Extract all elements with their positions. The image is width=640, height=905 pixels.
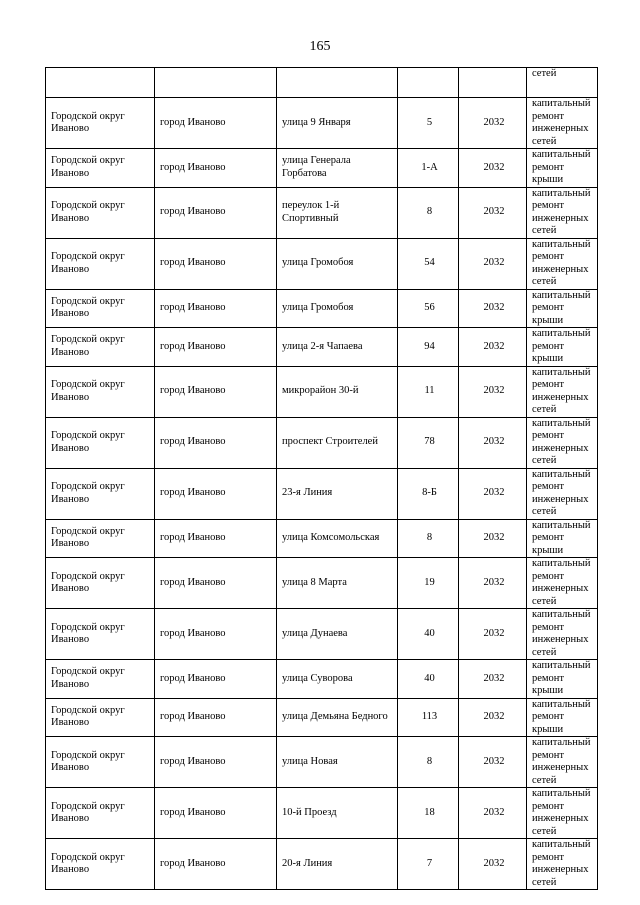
district-text: Городской округ Иваново bbox=[51, 334, 125, 358]
district-cell bbox=[46, 609, 155, 660]
city-text: город Иваново bbox=[160, 755, 226, 767]
house-cell bbox=[398, 519, 459, 558]
table-row bbox=[46, 609, 598, 660]
table-row bbox=[46, 698, 598, 737]
district-text: Городской округ Иваново bbox=[51, 430, 125, 454]
work-cell bbox=[527, 289, 598, 328]
table-row bbox=[46, 839, 598, 890]
district-cell bbox=[46, 519, 155, 558]
house-text: 19 bbox=[424, 576, 435, 588]
street-text: улица 9 Января bbox=[282, 116, 351, 128]
city-cell bbox=[155, 417, 277, 468]
district-cell bbox=[46, 558, 155, 609]
work-text: капитальный ремонт крыши bbox=[532, 698, 591, 735]
city-text: город Иваново bbox=[160, 532, 226, 543]
table-row bbox=[46, 98, 598, 149]
year-cell bbox=[459, 238, 527, 289]
year-cell bbox=[459, 839, 527, 890]
street-text: переулок 1-й Спортивный bbox=[282, 200, 340, 224]
house-text: 113 bbox=[421, 711, 438, 722]
city-cell bbox=[155, 289, 277, 328]
house-text: 18 bbox=[424, 806, 435, 818]
table-row bbox=[46, 519, 598, 558]
work-cell bbox=[527, 698, 598, 737]
year-cell bbox=[459, 98, 527, 149]
year-text: 2032 bbox=[483, 576, 505, 588]
district-text: Городской округ Иваново bbox=[51, 155, 125, 179]
street-cell bbox=[277, 366, 398, 417]
page-number: 165 bbox=[309, 39, 331, 54]
house-text: 1-А bbox=[421, 161, 438, 173]
work-cell bbox=[527, 366, 598, 417]
table-row bbox=[46, 417, 598, 468]
city-cell bbox=[155, 609, 277, 660]
street-cell bbox=[277, 468, 398, 519]
street-cell bbox=[277, 558, 398, 609]
district-cell bbox=[46, 788, 155, 839]
district-text: Городской округ Иваново bbox=[51, 749, 125, 773]
work-text: капитальный ремонт крыши bbox=[532, 328, 591, 364]
work-cell bbox=[527, 468, 598, 519]
city-cell bbox=[155, 698, 277, 737]
work-cell bbox=[527, 660, 598, 699]
year-cell bbox=[459, 698, 527, 737]
year-text: 2032 bbox=[483, 340, 505, 352]
city-text: город Иваново bbox=[160, 206, 226, 218]
work-cell bbox=[527, 788, 598, 839]
year-text: 2032 bbox=[483, 532, 505, 543]
table-row bbox=[46, 149, 598, 188]
year-text: 2032 bbox=[483, 755, 505, 767]
house-cell bbox=[398, 660, 459, 699]
city-text: город Иваново bbox=[160, 340, 226, 352]
year-cell bbox=[459, 519, 527, 558]
city-text: город Иваново bbox=[160, 385, 226, 397]
house-cell bbox=[398, 839, 459, 890]
table-row bbox=[46, 366, 598, 417]
street-text: улица Суворова bbox=[282, 672, 353, 684]
street-text: 20-я Линия bbox=[282, 857, 333, 869]
continuation-row bbox=[46, 68, 598, 98]
city-text: город Иваново bbox=[160, 436, 226, 448]
city-cell bbox=[155, 98, 277, 149]
work-cell bbox=[527, 417, 598, 468]
district-cell bbox=[46, 468, 155, 519]
street-text: 10-й Проезд bbox=[282, 806, 337, 818]
district-cell bbox=[46, 289, 155, 328]
work-text: капитальный ремонт инженерных сетей bbox=[532, 98, 591, 147]
city-text: город Иваново bbox=[160, 627, 226, 639]
table-row bbox=[46, 660, 598, 699]
city-cell bbox=[155, 737, 277, 788]
district-cell bbox=[46, 839, 155, 890]
house-cell bbox=[398, 68, 459, 98]
year-text: 2032 bbox=[483, 116, 505, 128]
district-text: Городской округ Иваново bbox=[51, 481, 125, 505]
street-text: улица Демьяна Бедного bbox=[282, 711, 388, 722]
year-cell bbox=[459, 468, 527, 519]
address-table bbox=[45, 67, 598, 890]
district-text: Городской округ Иваново bbox=[51, 800, 125, 824]
city-cell bbox=[155, 519, 277, 558]
street-cell bbox=[277, 98, 398, 149]
work-text: сетей bbox=[532, 68, 557, 79]
table-row bbox=[46, 558, 598, 609]
work-cell bbox=[527, 558, 598, 609]
street-cell bbox=[277, 328, 398, 367]
year-cell bbox=[459, 737, 527, 788]
district-cell bbox=[46, 366, 155, 417]
street-cell bbox=[277, 187, 398, 238]
table-row bbox=[46, 187, 598, 238]
city-cell bbox=[155, 238, 277, 289]
street-text: улица 8 Марта bbox=[282, 576, 347, 588]
table-row bbox=[46, 468, 598, 519]
year-cell bbox=[459, 289, 527, 328]
house-cell bbox=[398, 187, 459, 238]
street-text: проспект Строителей bbox=[282, 436, 378, 448]
work-cell bbox=[527, 737, 598, 788]
district-cell bbox=[46, 149, 155, 188]
street-cell bbox=[277, 289, 398, 328]
year-text: 2032 bbox=[483, 672, 505, 684]
year-text: 2032 bbox=[483, 806, 505, 818]
street-text: 23-я Линия bbox=[282, 487, 333, 499]
work-text: капитальный ремонт крыши bbox=[532, 660, 591, 696]
street-text: микрорайон 30-й bbox=[282, 385, 359, 397]
city-text: город Иваново bbox=[160, 672, 226, 684]
city-cell bbox=[155, 366, 277, 417]
street-cell bbox=[277, 519, 398, 558]
year-cell bbox=[459, 366, 527, 417]
work-text: капитальный ремонт инженерных сетей bbox=[532, 366, 591, 415]
house-cell bbox=[398, 468, 459, 519]
year-cell bbox=[459, 558, 527, 609]
year-text: 2032 bbox=[483, 487, 505, 499]
table-row bbox=[46, 289, 598, 328]
house-cell bbox=[398, 366, 459, 417]
house-text: 7 bbox=[426, 857, 433, 869]
year-text: 2032 bbox=[483, 436, 505, 448]
city-cell bbox=[155, 468, 277, 519]
work-text: капитальный ремонт инженерных сетей bbox=[532, 558, 591, 607]
work-cell bbox=[527, 68, 598, 98]
street-text: улица 2-я Чапаева bbox=[282, 340, 363, 352]
city-text: город Иваново bbox=[160, 806, 226, 818]
district-cell bbox=[46, 698, 155, 737]
table-row bbox=[46, 238, 598, 289]
district-cell bbox=[46, 238, 155, 289]
street-text: улица Дунаева bbox=[282, 627, 348, 639]
table-row bbox=[46, 328, 598, 367]
work-cell bbox=[527, 238, 598, 289]
house-cell bbox=[398, 609, 459, 660]
district-text: Городской округ Иваново bbox=[51, 704, 125, 729]
house-text: 40 bbox=[424, 672, 435, 684]
house-cell bbox=[398, 698, 459, 737]
year-text: 2032 bbox=[483, 257, 505, 269]
street-cell bbox=[277, 238, 398, 289]
house-text: 8 bbox=[426, 532, 433, 543]
year-text: 2032 bbox=[483, 206, 505, 218]
house-text: 8 bbox=[426, 755, 433, 767]
city-text: город Иваново bbox=[160, 302, 226, 313]
district-cell bbox=[46, 660, 155, 699]
district-text: Городской округ Иваново bbox=[51, 110, 125, 134]
work-cell bbox=[527, 149, 598, 188]
house-cell bbox=[398, 149, 459, 188]
house-cell bbox=[398, 417, 459, 468]
table-body bbox=[46, 68, 598, 890]
city-text: город Иваново bbox=[160, 116, 226, 128]
district-text: Городской округ Иваново bbox=[51, 666, 125, 690]
city-cell bbox=[155, 788, 277, 839]
street-text: улица Генерала Горбатова bbox=[282, 155, 351, 179]
year-text: 2032 bbox=[483, 857, 505, 869]
year-text: 2032 bbox=[483, 711, 505, 722]
work-text: капитальный ремонт инженерных сетей bbox=[532, 417, 591, 466]
district-text: Городской округ Иваново bbox=[51, 621, 125, 645]
year-cell bbox=[459, 660, 527, 699]
district-cell bbox=[46, 98, 155, 149]
year-text: 2032 bbox=[483, 302, 505, 313]
street-text: улица Громобоя bbox=[282, 302, 354, 313]
work-text: капитальный ремонт инженерных сетей bbox=[532, 238, 591, 287]
district-text: Городской округ Иваново bbox=[51, 200, 125, 224]
house-text: 78 bbox=[424, 436, 435, 448]
street-cell bbox=[277, 417, 398, 468]
year-cell bbox=[459, 788, 527, 839]
district-cell bbox=[46, 737, 155, 788]
street-text: улица Новая bbox=[282, 755, 338, 767]
house-text: 8 bbox=[426, 206, 433, 218]
street-cell bbox=[277, 737, 398, 788]
year-text: 2032 bbox=[483, 385, 505, 397]
street-cell bbox=[277, 660, 398, 699]
work-cell bbox=[527, 519, 598, 558]
year-cell bbox=[459, 609, 527, 660]
district-text: Городской округ Иваново bbox=[51, 295, 125, 320]
street-cell bbox=[277, 698, 398, 737]
city-cell bbox=[155, 839, 277, 890]
work-cell bbox=[527, 839, 598, 890]
street-cell bbox=[277, 149, 398, 188]
house-text: 94 bbox=[424, 340, 435, 352]
work-text: капитальный ремонт крыши bbox=[532, 289, 591, 326]
year-cell bbox=[459, 328, 527, 367]
city-text: город Иваново bbox=[160, 487, 226, 499]
district-cell bbox=[46, 328, 155, 367]
house-text: 40 bbox=[424, 627, 435, 639]
year-cell bbox=[459, 149, 527, 188]
work-cell bbox=[527, 328, 598, 367]
city-text: город Иваново bbox=[160, 576, 226, 588]
district-text: Городской округ Иваново bbox=[51, 251, 125, 275]
house-text: 11 bbox=[424, 385, 435, 397]
street-text: улица Комсомольская bbox=[282, 532, 380, 543]
year-text: 2032 bbox=[483, 161, 505, 173]
city-cell bbox=[155, 68, 277, 98]
year-cell bbox=[459, 417, 527, 468]
house-text: 54 bbox=[424, 257, 435, 269]
street-cell bbox=[277, 788, 398, 839]
city-cell bbox=[155, 187, 277, 238]
house-cell bbox=[398, 98, 459, 149]
city-text: город Иваново bbox=[160, 857, 226, 869]
street-cell bbox=[277, 68, 398, 98]
work-text: капитальный ремонт инженерных сетей bbox=[532, 788, 591, 837]
work-text: капитальный ремонт инженерных сетей bbox=[532, 609, 591, 658]
house-text: 8-Б bbox=[422, 487, 437, 499]
year-cell bbox=[459, 68, 527, 98]
district-text: Городской округ Иваново bbox=[51, 570, 125, 594]
work-text: капитальный ремонт инженерных сетей bbox=[532, 187, 591, 236]
street-text: улица Громобоя bbox=[282, 257, 354, 269]
house-cell bbox=[398, 238, 459, 289]
street-cell bbox=[277, 839, 398, 890]
district-cell bbox=[46, 417, 155, 468]
district-text: Городской округ Иваново bbox=[51, 525, 125, 550]
house-text: 56 bbox=[424, 302, 435, 313]
city-text: город Иваново bbox=[160, 257, 226, 269]
work-text: капитальный ремонт инженерных сетей bbox=[532, 839, 591, 888]
district-text: Городской округ Иваново bbox=[51, 851, 125, 875]
work-text: капитальный ремонт инженерных сетей bbox=[532, 468, 591, 517]
house-cell bbox=[398, 737, 459, 788]
city-text: город Иваново bbox=[160, 711, 226, 722]
work-text: капитальный ремонт крыши bbox=[532, 519, 591, 556]
city-text: город Иваново bbox=[160, 161, 226, 173]
district-cell bbox=[46, 187, 155, 238]
house-cell bbox=[398, 289, 459, 328]
year-text: 2032 bbox=[483, 627, 505, 639]
house-cell bbox=[398, 328, 459, 367]
table-row bbox=[46, 737, 598, 788]
work-cell bbox=[527, 609, 598, 660]
table-row bbox=[46, 788, 598, 839]
district-text: Городской округ Иваново bbox=[51, 379, 125, 403]
work-cell bbox=[527, 187, 598, 238]
year-cell bbox=[459, 187, 527, 238]
street-cell bbox=[277, 609, 398, 660]
work-text: капитальный ремонт инженерных сетей bbox=[532, 737, 591, 786]
city-cell bbox=[155, 149, 277, 188]
city-cell bbox=[155, 558, 277, 609]
city-cell bbox=[155, 328, 277, 367]
work-cell bbox=[527, 98, 598, 149]
house-cell bbox=[398, 558, 459, 609]
district-cell bbox=[46, 68, 155, 98]
house-cell bbox=[398, 788, 459, 839]
city-cell bbox=[155, 660, 277, 699]
work-text: капитальный ремонт крыши bbox=[532, 149, 591, 185]
house-text: 5 bbox=[426, 116, 433, 128]
